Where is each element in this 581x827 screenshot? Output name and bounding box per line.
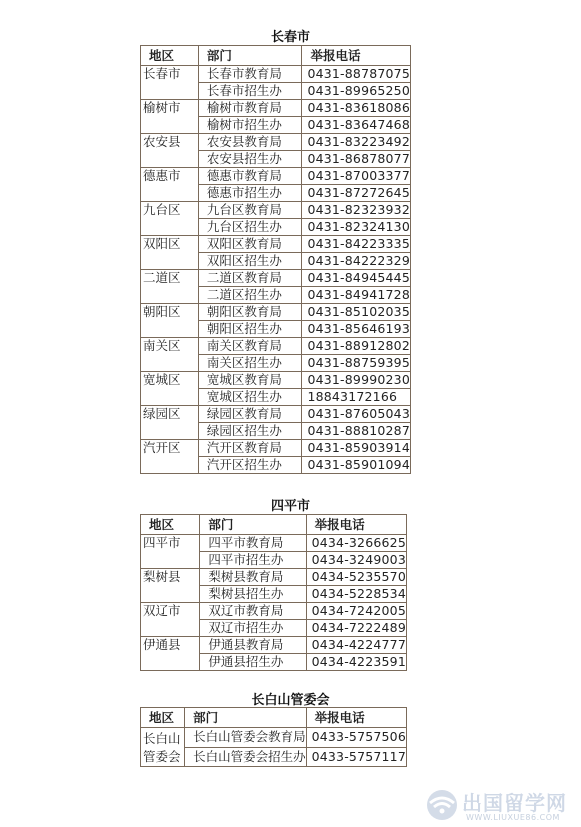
phone-cell: 0431-85102035 [302, 304, 411, 321]
region-cell: 汽开区 [141, 440, 199, 474]
phone-cell: 0431-87605043 [302, 406, 411, 423]
phone-cell: 0434-4224777 [306, 637, 406, 654]
phone-cell: 0431-86878077 [302, 151, 411, 168]
department-cell: 九台区教育局 [198, 202, 302, 219]
phone-cell: 0431-84945445 [302, 270, 411, 287]
region-cell: 农安县 [141, 134, 199, 168]
region-cell: 德惠市 [141, 168, 199, 202]
watermark-name: 出国留学网 [462, 791, 567, 815]
phone-cell: 0433-5757506 [306, 728, 406, 748]
table-row [141, 66, 411, 83]
header-department: 部门 [185, 708, 307, 728]
department-cell: 汽开区招生办 [198, 457, 302, 474]
section-changbaishan-title: 长白山管委会 [251, 693, 330, 708]
region-cell: 长春市 [141, 66, 199, 100]
table-row [141, 372, 411, 389]
section-changchun-title: 长春市 [270, 30, 310, 45]
department-cell: 榆树市教育局 [198, 100, 302, 117]
phone-cell: 0431-89990230 [302, 372, 411, 389]
region-cell: 伊通县 [141, 637, 200, 671]
header-department: 部门 [198, 46, 302, 66]
region-cell: 长白山 管委会 [141, 728, 185, 767]
phone-cell: 0431-87003377 [302, 168, 411, 185]
header-phone: 举报电话 [302, 46, 411, 66]
region-cell: 四平市 [141, 535, 200, 569]
globe-wifi-icon [424, 787, 460, 821]
table-row [141, 440, 411, 457]
table-row [141, 304, 411, 321]
department-cell: 双辽市教育局 [200, 603, 306, 620]
department-cell: 二道区招生办 [198, 287, 302, 304]
table-row [141, 338, 411, 355]
department-cell: 农安县教育局 [198, 134, 302, 151]
department-cell: 汽开区教育局 [198, 440, 302, 457]
phone-cell: 0434-5235570 [306, 569, 406, 586]
region-cell: 九台区 [141, 202, 199, 236]
department-cell: 二道区教育局 [198, 270, 302, 287]
header-phone: 举报电话 [306, 515, 406, 535]
phone-cell: 0431-88810287 [302, 423, 411, 440]
department-cell: 伊通县教育局 [200, 637, 306, 654]
phone-cell: 0431-84941728 [302, 287, 411, 304]
phone-cell: 0434-5228534 [306, 586, 406, 603]
phone-cell: 0431-83647468 [302, 117, 411, 134]
table-header-row [141, 515, 407, 535]
table-row [141, 134, 411, 151]
department-cell: 长白山管委会教育局 [185, 728, 307, 748]
department-cell: 四平市教育局 [200, 535, 306, 552]
department-cell: 伊通县招生办 [200, 654, 306, 671]
table-row [141, 569, 407, 586]
table-header-row [141, 46, 411, 66]
header-phone: 举报电话 [306, 708, 406, 728]
phone-cell: 18843172166 [302, 389, 411, 406]
phone-cell: 0431-88912802 [302, 338, 411, 355]
department-cell: 四平市招生办 [200, 552, 306, 569]
department-cell: 绿园区教育局 [198, 406, 302, 423]
department-cell: 双阳区招生办 [198, 253, 302, 270]
phone-cell: 0431-85903914 [302, 440, 411, 457]
phone-cell: 0431-88787075 [302, 66, 411, 83]
region-cell: 南关区 [141, 338, 199, 372]
phone-cell: 0433-5757117 [306, 747, 406, 767]
department-cell: 朝阳区招生办 [198, 321, 302, 338]
department-cell: 南关区招生办 [198, 355, 302, 372]
table-row [141, 535, 407, 552]
table-row [141, 603, 407, 620]
phone-cell: 0431-82323932 [302, 202, 411, 219]
phone-cell: 0431-83223492 [302, 134, 411, 151]
department-cell: 长白山管委会招生办 [185, 747, 307, 767]
header-region: 地区 [141, 46, 199, 66]
phone-cell: 0434-4223591 [306, 654, 406, 671]
phone-cell: 0431-85646193 [302, 321, 411, 338]
region-cell: 朝阳区 [141, 304, 199, 338]
phone-cell: 0431-88759395 [302, 355, 411, 372]
siping-table [140, 514, 407, 671]
table-header-row [141, 708, 407, 728]
header-region: 地区 [141, 708, 185, 728]
department-cell: 农安县招生办 [198, 151, 302, 168]
phone-cell: 0431-85901094 [302, 457, 411, 474]
department-cell: 九台区招生办 [198, 219, 302, 236]
department-cell: 朝阳区教育局 [198, 304, 302, 321]
region-cell: 绿园区 [141, 406, 199, 440]
department-cell: 南关区教育局 [198, 338, 302, 355]
phone-cell: 0434-3266625 [306, 535, 406, 552]
department-cell: 德惠市招生办 [198, 185, 302, 202]
region-cell: 双辽市 [141, 603, 200, 637]
region-cell: 榆树市 [141, 100, 199, 134]
region-cell: 二道区 [141, 270, 199, 304]
department-cell: 梨树县招生办 [200, 586, 306, 603]
table-row [141, 236, 411, 253]
phone-cell: 0431-83618086 [302, 100, 411, 117]
table-row [141, 202, 411, 219]
phone-cell: 0431-82324130 [302, 219, 411, 236]
department-cell: 宽城区招生办 [198, 389, 302, 406]
table-row [141, 168, 411, 185]
region-cell: 梨树县 [141, 569, 200, 603]
changbaishan-table [140, 707, 407, 767]
watermark-logo [424, 785, 581, 827]
department-cell: 绿园区招生办 [198, 423, 302, 440]
table-row [141, 637, 407, 654]
department-cell: 长春市教育局 [198, 66, 302, 83]
header-region: 地区 [141, 515, 200, 535]
phone-cell: 0431-84223335 [302, 236, 411, 253]
phone-cell: 0431-89965250 [302, 83, 411, 100]
header-department: 部门 [200, 515, 306, 535]
phone-cell: 0431-87272645 [302, 185, 411, 202]
department-cell: 双辽市招生办 [200, 620, 306, 637]
department-cell: 双阳区教育局 [198, 236, 302, 253]
phone-cell: 0434-7222489 [306, 620, 406, 637]
phone-cell: 0431-84222329 [302, 253, 411, 270]
department-cell: 长春市招生办 [198, 83, 302, 100]
changchun-table [140, 45, 411, 474]
table-row [141, 100, 411, 117]
table-row [141, 270, 411, 287]
phone-cell: 0434-3249003 [306, 552, 406, 569]
table-row [141, 728, 407, 748]
phone-cell: 0434-7242005 [306, 603, 406, 620]
department-cell: 德惠市教育局 [198, 168, 302, 185]
department-cell: 宽城区教育局 [198, 372, 302, 389]
section-siping-title: 四平市 [270, 499, 310, 514]
department-cell: 榆树市招生办 [198, 117, 302, 134]
department-cell: 梨树县教育局 [200, 569, 306, 586]
watermark-url: WWW.LIUXUE86.COM [466, 813, 560, 822]
region-cell: 双阳区 [141, 236, 199, 270]
table-row [141, 406, 411, 423]
region-cell: 宽城区 [141, 372, 199, 406]
